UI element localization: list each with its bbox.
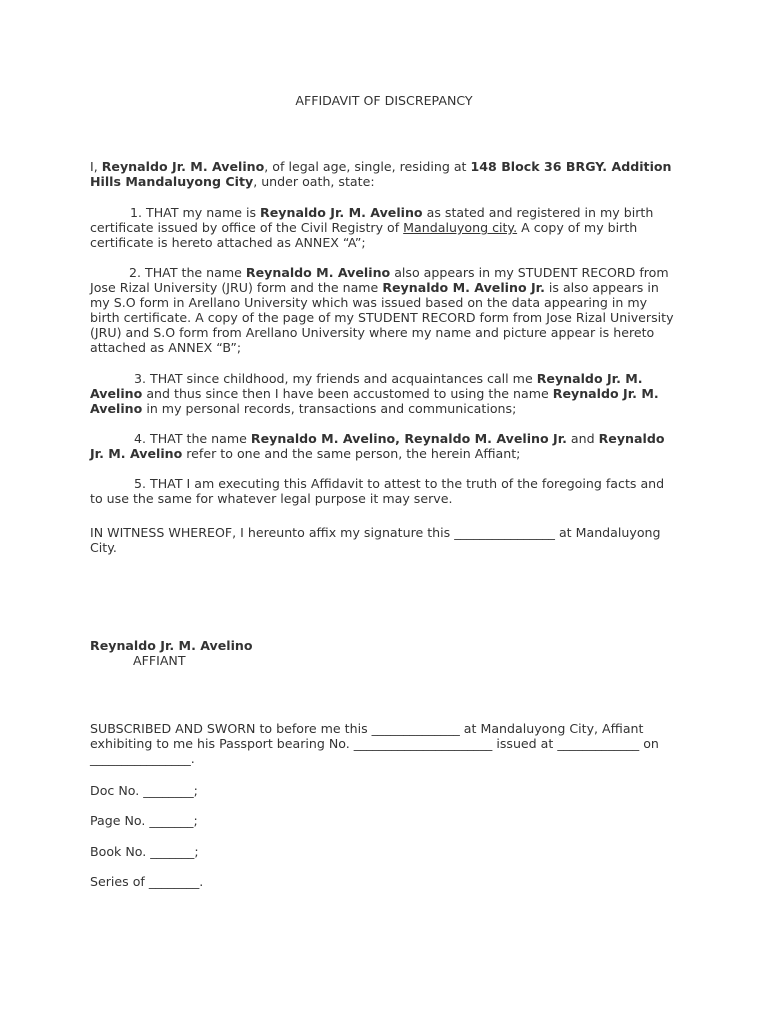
paragraph-1: 1. THAT my name is Reynaldo Jr. M. Avelino as stated and registered in my birth certificate issued by office of the Civil Registry of Mandaluyong city. A copy of my birth certificate is hereto attached as ANNEX “A”; (90, 205, 654, 251)
page-number: Page No. _______; (90, 813, 198, 828)
series-year: Series of ________. (90, 874, 204, 889)
paragraph-4: 4. THAT the name Reynaldo M. Avelino, Reynaldo M. Avelino Jr. and Reynaldo Jr. M. Avelino refer to one and the same person, the herein Affiant; (90, 431, 665, 462)
affiant-name: Reynaldo Jr. M. Avelino (101, 159, 265, 174)
document-title: AFFIDAVIT OF DISCREPANCY (295, 93, 473, 108)
intro-paragraph: I, Reynaldo Jr. M. Avelino, of legal age, single, residing at 148 Block 36 BRGY. Addition Hills Mandaluyong City, under oath, state: (90, 159, 672, 190)
signatory-name: Reynaldo Jr. M. Avelino (90, 638, 253, 653)
signatory-role: AFFIANT (133, 653, 186, 669)
registry-city: Mandaluyong city. (403, 220, 518, 236)
paragraph-3: 3. THAT since childhood, my friends and acquaintances call me Reynaldo Jr. M. Avelino and thus since then I have been accustomed to using the name Reynaldo Jr. M. Avelino in my personal records, transactions and communications; (90, 371, 659, 417)
paragraph-2: 2. THAT the name Reynaldo M. Avelino also appears in my STUDENT RECORD from Jose Rizal University (JRU) form and the name Reynaldo M. Avelino Jr. is also appears in my S.O form in Arellano University which was issued based on the data appearing in my birth certificate. A copy of the page of my STUDENT RECORD form from Jose Rizal University (JRU) and S.O form from Arellano University where my name and picture appear is hereto attached as ANNEX “B”; (90, 265, 674, 356)
signature-block (90, 638, 680, 668)
jurat: SUBSCRIBED AND SWORN to before me this ______________ at Mandaluyong City, Affiant exhibiting to me his Passport bearing No. ______________________ issued at _____________ on ________________. (90, 721, 659, 767)
witness-clause: IN WITNESS WHEREOF, I hereunto affix my signature this ________________ at Mandaluyong City. (90, 525, 661, 556)
residence-address: 148 Block 36 BRGY. Addition (470, 159, 672, 174)
book-number: Book No. _______; (90, 844, 199, 859)
residence-address-cont: Hills Mandaluyong City (90, 174, 254, 190)
paragraph-5: 5. THAT I am executing this Affidavit to attest to the truth of the foregoing facts and to use the same for whatever legal purpose it may serve. (90, 476, 665, 507)
doc-number: Doc No. ________; (90, 783, 198, 798)
